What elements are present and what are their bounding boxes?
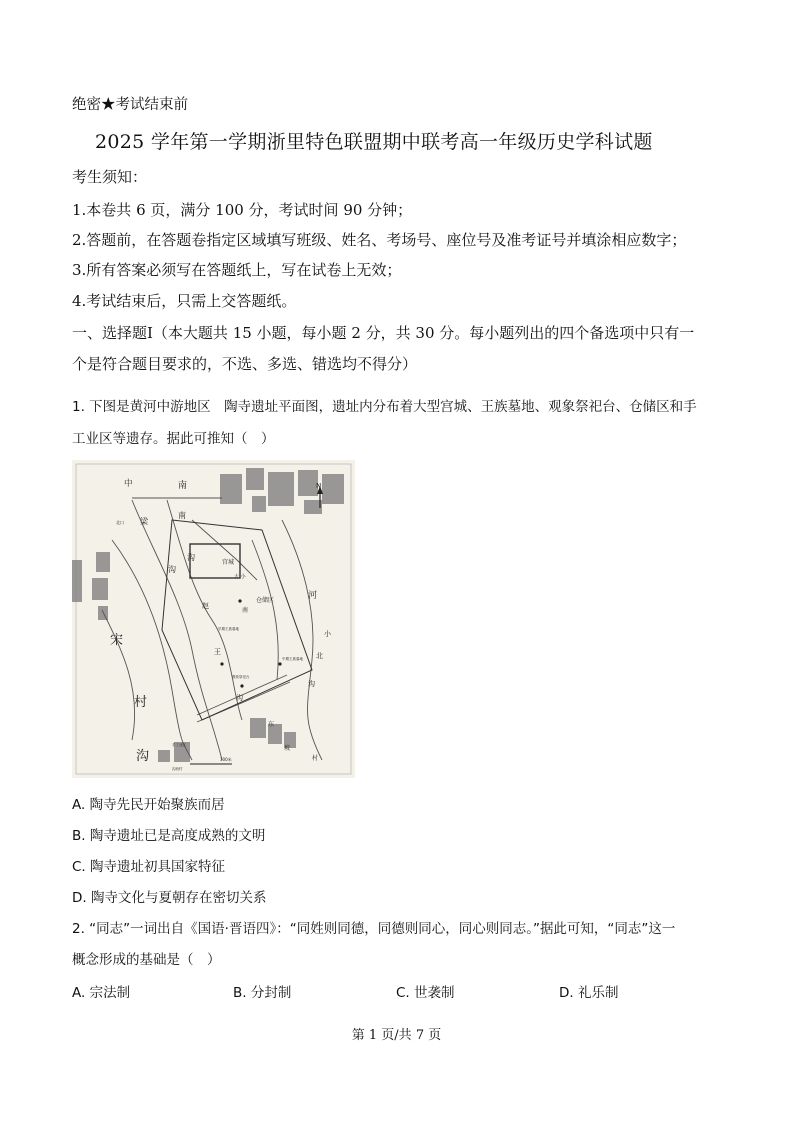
map-label: 宋: [110, 633, 124, 648]
q1-option-a[interactable]: A. 陶寺先民开始聚族而居: [72, 797, 225, 813]
question-1-stem: 1. 下图是黄河中游地区 陶寺遗址平面图，遗址内分布着大型宫城、王族墓地、观象祭祀台、仓储区和手: [72, 399, 697, 415]
question-2-stem: 2. “同志”一词出自《国语·晋语四》：“同姓则同德，同德则同心，同心则同志。”据此可知，“同志”这一: [72, 921, 676, 937]
taosi-site-map: [72, 460, 355, 778]
notice-item: 4.考试结束后，只需上交答题纸。: [72, 292, 297, 310]
q2-option-d[interactable]: D. 礼乐制: [559, 985, 619, 1001]
map-label: 河: [308, 591, 318, 601]
map-label: 沟西村: [172, 767, 183, 771]
map-label: 沟: [136, 749, 150, 764]
map-label: 早期王族墓地: [218, 627, 239, 631]
map-label: 坡: [284, 745, 291, 752]
map-label: 大 小: [234, 574, 246, 580]
q1-option-b[interactable]: B. 陶寺遗址已是高度成熟的文明: [72, 828, 266, 844]
confidential-label: 绝密★考试结束前: [72, 97, 188, 113]
map-label: 观象祭祀台: [232, 675, 250, 679]
map-label: 梁: [140, 517, 148, 526]
section-heading: 一、选择题Ⅰ（本大题共 15 小题，每小题 2 分，共 30 分。每小题列出的四个备选项中只有一: [72, 324, 695, 342]
notice-item: 3.所有答案必须写在答题纸上，写在试卷上无效；: [72, 261, 402, 279]
section-heading-cont: 个是符合题目要求的，不选、多选、错选均不得分）: [72, 355, 418, 373]
scale-label: 300米: [220, 757, 232, 762]
q1-option-d[interactable]: D. 陶寺文化与夏朝存在密切关系: [72, 890, 267, 906]
map-label: 仓储区: [256, 597, 275, 604]
notice-item: 1.本卷共 6 页，满分 100 分，考试时间 90 分钟；: [72, 201, 413, 219]
map-label: 沟: [236, 694, 243, 702]
north-label: N: [316, 482, 322, 490]
map-label: 北: [316, 652, 323, 660]
map-label: 沟: [308, 680, 315, 688]
question-1-stem-cont: 工业区等遗存。据此可推知（ ）: [72, 431, 275, 447]
map-label: 东: [268, 721, 275, 728]
map-label: 村: [312, 755, 319, 762]
notice-heading: 考生须知：: [72, 168, 148, 186]
q2-option-b[interactable]: B. 分封制: [233, 985, 292, 1001]
map-label: 村: [134, 695, 148, 710]
map-label: 南: [178, 511, 186, 520]
map-label: 小: [324, 630, 331, 638]
map-label: 宫城: [222, 559, 235, 566]
map-label: 南: [178, 481, 188, 491]
map-label: 沟: [187, 553, 195, 562]
exam-title: 2025 学年第一学期浙里特色联盟期中联考高一年级历史学科试题: [95, 131, 653, 153]
map-label: 沟: [168, 565, 176, 574]
page-number: 第 1 页/共 7 页: [351, 1028, 442, 1043]
map-label: 中期王族墓地: [282, 657, 303, 661]
map-label: 南: [242, 607, 249, 614]
q2-option-a[interactable]: A. 宗法制: [72, 985, 131, 1001]
map-label: 赵: [202, 602, 209, 610]
question-2-stem-cont: 概念形成的基础是（ ）: [72, 952, 221, 968]
map-label: 王: [214, 648, 221, 656]
notice-item: 2.答题前，在答题卷指定区域填写班级、姓名、考场号、座位号及准考证号并填涂相应数字；: [72, 231, 687, 249]
q1-option-c[interactable]: C. 陶寺遗址初具国家特征: [72, 859, 226, 875]
map-label: 手工业区: [172, 743, 186, 747]
map-label: 中: [124, 479, 133, 489]
map-label: 北口: [116, 520, 124, 525]
q2-option-c[interactable]: C. 世袭制: [396, 985, 455, 1001]
